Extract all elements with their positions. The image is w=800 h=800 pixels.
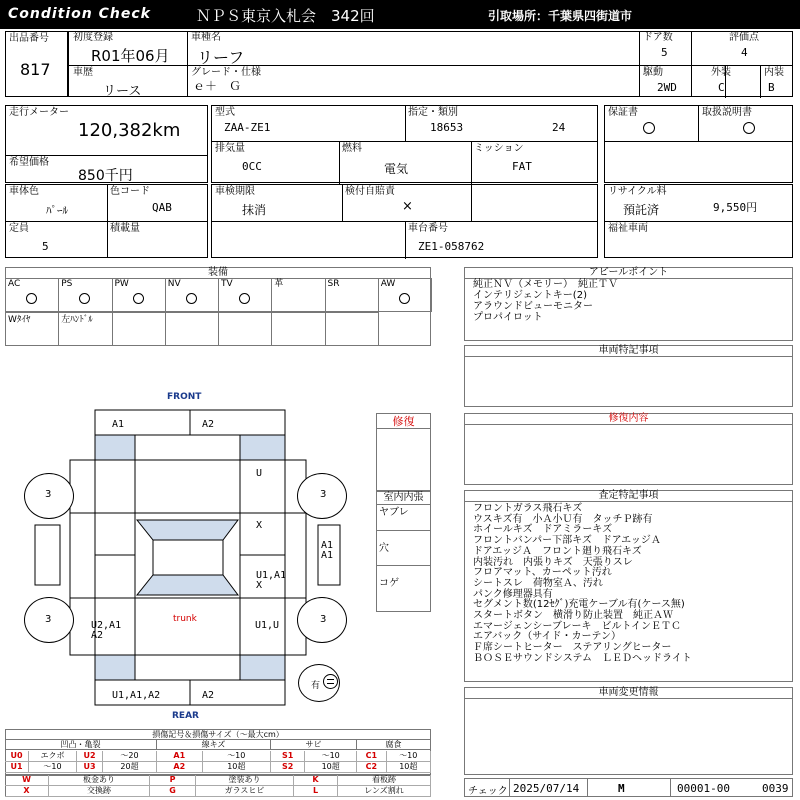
equip-cell: [165, 312, 219, 346]
inspect-line: 内装汚れ 内張りキズ 天張りスレ: [473, 556, 633, 568]
equip-cell: NV: [165, 278, 219, 312]
lot-box: 出品番号 817: [5, 31, 68, 97]
cabin-box: 室内内張 ヤブレ 穴 コゲ: [376, 491, 431, 612]
equip-cell: Wﾀｲﾔ: [5, 312, 59, 346]
inspect-line: パンク修理器具有: [473, 588, 553, 600]
first-registration: R01年06月: [91, 47, 170, 65]
recycle-fee: 9,550円: [713, 201, 758, 214]
manual-mark: [743, 122, 755, 134]
inspect-line: エマージェンシーブレーキ ビルトインＥＴＣ: [473, 620, 681, 632]
recycle-box: リサイクル料 預託済 9,550円 福祉車両: [604, 184, 793, 258]
change-box: 車両変更情報: [464, 687, 793, 775]
recycle-status: 預託済: [623, 203, 660, 217]
inspect-line: スタートボタン 横滑り防止装置 純正ＡＷ: [473, 610, 673, 622]
inspect-line: セグメント数(12ｾｸﾞ)充電ケーブル有(ケース無): [473, 599, 685, 611]
inspect-line: フロアマット、カーペット汚れ: [473, 567, 612, 579]
history: リース: [103, 84, 142, 99]
warranty-mark: [643, 122, 655, 134]
trunk-label: trunk: [173, 614, 197, 624]
damage-mark: X: [256, 520, 263, 531]
header-pickup: 引取場所：千葉県四街道市: [488, 9, 633, 23]
inspect-line: ウスキズ有 小Ａ小Ｕ有 タッチＰ跡有: [473, 513, 653, 525]
inspect-line: エアバック（サイド・カーテン）: [473, 631, 621, 643]
header-title: Condition Check: [8, 6, 151, 22]
front-label: FRONT: [167, 392, 202, 402]
equip-cell: AC: [5, 278, 59, 312]
equip-cell: 革: [271, 278, 325, 312]
appeal-line: 純正ＮＶ（メモリー） 純正ＴＶ: [473, 279, 618, 290]
inspect-line: シートスレ 荷物室Ａ、汚れ: [473, 577, 603, 589]
appeal-line: プロパイロット: [473, 312, 543, 323]
basic-box: 初度登録 R01年06月 車種名 リーフ ドア数 5 評価点 4 車歴 リース グレード・仕様 ｅ＋ Ｇ 駆動 2WD 外装 C 内装 B: [68, 31, 793, 97]
rear-label: REAR: [172, 711, 199, 721]
header-auction: ＮＰＳ東京入札会 342回: [196, 7, 375, 25]
equip-cell: [112, 312, 166, 346]
damage-mark: U1,A1: [256, 570, 287, 581]
inspection-box: 車検期限 抹消 検付自賠責 × 車台番号 ZE1-058762: [211, 184, 598, 258]
equip-cell: PW: [112, 278, 166, 312]
mileage-box: 走行メーター 120,382km 希望価格 850千円: [5, 105, 208, 183]
damage-mark: X: [256, 580, 263, 591]
appeal-line: インテリジェントキー(2): [473, 290, 587, 301]
desired-price: 850千円: [78, 168, 133, 184]
equip-cell: [325, 312, 379, 346]
damage-mark: A2: [91, 630, 104, 641]
chassis-number: ZE1-058762: [418, 240, 485, 253]
fuel: 電気: [384, 162, 409, 176]
appeal-box: アピールポイント 純正ＮＶ（メモリー） 純正ＴＶ インテリジェントキー(2) アラウンドビューモニター プロパイロット: [464, 267, 793, 341]
mission: FAT: [512, 160, 532, 173]
check-row: チェック 2025/07/14 M 00001-00 0039: [464, 778, 793, 797]
legend-box: 損傷記号＆損傷サイズ（～最大cm）: [5, 729, 431, 775]
capacity: 5: [42, 240, 49, 253]
equipment-box: 装備: [5, 267, 431, 346]
damage-mark: A2: [202, 690, 215, 701]
check-code2: 0039: [762, 782, 789, 795]
equip-cell: [218, 312, 272, 346]
liability: ×: [402, 199, 413, 214]
appeal-line: アラウンドビューモニター: [473, 301, 593, 312]
inspect-line: Ｆ席シートヒーター ステアリングヒーター: [473, 642, 672, 654]
inspect-line: ホイールキズ ドアミラーキズ: [473, 524, 613, 536]
equip-cell: [271, 312, 325, 346]
model-box: 型式 ZAA-ZE1 指定・類別 18653 24 排気量 0CC 燃料 電気 ミッション FAT: [211, 105, 598, 183]
check-mark: M: [618, 782, 625, 795]
interior-grade: B: [768, 81, 775, 94]
lot-number: 817: [20, 60, 51, 79]
damage-mark: U1,U: [255, 620, 280, 631]
displacement: 0CC: [242, 160, 262, 173]
inspect-line: ＢＯＳＥサウンドシステム ＬＥＤヘッドライト: [473, 652, 692, 664]
drive: 2WD: [657, 81, 677, 94]
repair-content-box: 修復内容: [464, 413, 793, 485]
damage-mark: U: [256, 468, 263, 479]
repair-box: 修復: [376, 413, 431, 491]
color-box: 車体色 ﾊﾟｰﾙ 色コード QAB 定員 5 積載量: [5, 184, 208, 258]
inspect-box: 査定特記事項 フロントガラス飛石キズ ウスキズ有 小Ａ小Ｕ有 タッチＰ跡有 ホイールキズ ドアミラーキズ フロントバンパー下部キズ ドアエッジＡ ドアエッジＡ フロント廻り飛石キズ 内装汚れ 内張りキズ 天張りスレ フロアマット、カーペット汚れ シートスレ 荷物室Ａ、汚れ パンク修理器具有 セグメント数(12ｾｸﾞ)充電ケーブル有(ケース無) スタートボタン 横滑り防止装置 純正ＡＷ エマージェンシーブレーキ ビルトインＥＴＣ エアバック（サイド・カーテン） Ｆ席シートヒーター ステアリングヒーター ＢＯＳＥサウンドシステム ＬＥＤヘッドライト: [464, 490, 793, 682]
inspect-line: フロントバンパー下部キズ ドアエッジＡ: [473, 535, 661, 547]
category: 24: [552, 121, 566, 134]
equip-cell: AW: [378, 278, 432, 312]
body-color: ﾊﾟｰﾙ: [46, 204, 68, 217]
damage-mark: A1: [321, 550, 334, 561]
model: ZAA-ZE1: [224, 121, 271, 134]
warranty-box: 保証書 取扱説明書: [604, 105, 793, 183]
damage-mark: A1: [112, 419, 125, 430]
equip-cell: SR: [325, 278, 379, 312]
damage-mark: A2: [202, 419, 215, 430]
damage-mark: U2,A1: [91, 620, 122, 631]
mileage: 120,382km: [78, 120, 181, 141]
equip-cell: TV: [218, 278, 272, 312]
inspect-line: ドアエッジＡ フロント廻り飛石キズ: [473, 545, 642, 557]
color-code: QAB: [152, 201, 172, 214]
exterior-grade: C: [718, 81, 725, 94]
grade: ｅ＋ Ｇ: [193, 79, 242, 93]
score: 4: [741, 46, 748, 59]
inspect-line: フロントガラス飛石キズ: [473, 503, 583, 514]
equip-cell: PS: [58, 278, 112, 312]
damage-mark: U1,A1,A2: [112, 690, 161, 701]
car-name: リーフ: [197, 48, 245, 67]
check-date: 2025/07/14: [513, 782, 580, 795]
inspection-expiry: 抹消: [242, 203, 267, 217]
special-box: 車両特記事項: [464, 345, 793, 407]
door-count: 5: [661, 46, 668, 59]
damage-mark: A1: [321, 540, 334, 551]
check-code1: 00001-00: [677, 782, 730, 795]
equip-cell: 左ﾊﾝﾄﾞﾙ: [58, 312, 112, 346]
designation: 18653: [430, 121, 464, 134]
